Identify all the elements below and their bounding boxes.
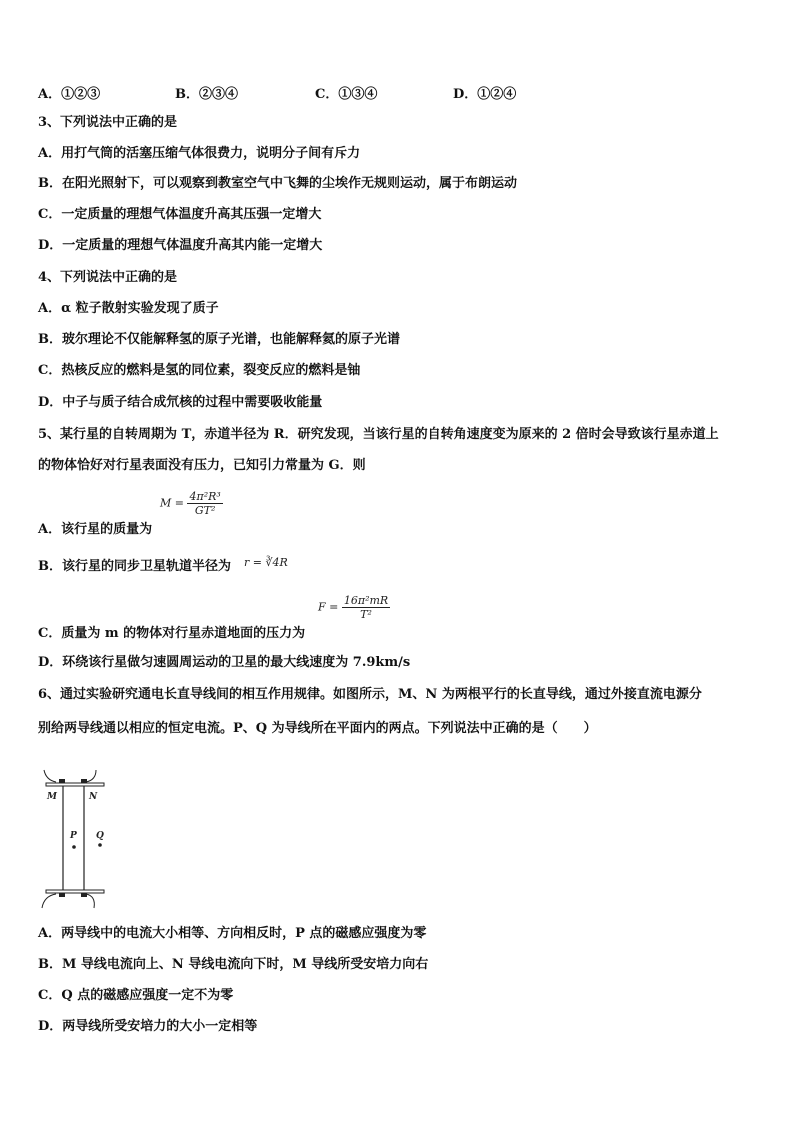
- top-support-bar: [46, 783, 104, 786]
- question-4-option-b[interactable]: B．玻尔理论不仅能解释氢的原子光谱，也能解释氦的原子光谱: [38, 332, 400, 347]
- bottom-support-bar: [46, 890, 104, 893]
- question-3-option-c[interactable]: C．一定质量的理想气体温度升高其压强一定增大: [38, 207, 322, 222]
- question-5-option-a[interactable]: A．该行星的质量为: [38, 522, 153, 537]
- question-6-option-a[interactable]: A．两导线中的电流大小相等、方向相反时，P 点的磁感应强度为零: [38, 926, 427, 941]
- question-5-option-d[interactable]: D．环绕该行星做匀速圆周运动的卫星的最大线速度为 7.9km/s: [38, 655, 411, 670]
- formula-planet-mass: [160, 490, 223, 517]
- top-terminal-n: [81, 779, 87, 783]
- option-d[interactable]: D．①②④: [453, 87, 517, 102]
- question-3-option-b[interactable]: B．在阳光照射下，可以观察到教室空气中飞舞的尘埃作无规则运动，属于布朗运动: [38, 176, 517, 191]
- question-4-option-c[interactable]: C．热核反应的燃料是氢的同位素，裂变反应的燃料是铀: [38, 363, 361, 378]
- question-6-option-b[interactable]: B．M 导线电流向上、N 导线电流向下时，M 导线所受安培力向右: [38, 957, 429, 972]
- point-q: [98, 843, 102, 847]
- option-c[interactable]: C．①③④: [315, 87, 378, 102]
- question-3-option-a[interactable]: A．用打气筒的活塞压缩气体很费力，说明分子间有斥力: [38, 146, 361, 161]
- point-p: [72, 845, 76, 849]
- formula-lhs: F =: [318, 600, 339, 614]
- question-6-option-c[interactable]: C．Q 点的磁感应强度一定不为零: [38, 988, 234, 1003]
- option-b[interactable]: B．②③④: [175, 87, 238, 102]
- bottom-terminal-n: [81, 893, 87, 897]
- question-4-option-a[interactable]: A．α 粒子散射实验发现了质子: [38, 301, 219, 316]
- question-5-stem-line-2: 的物体恰好对行星表面没有压力，已知引力常量为 G．则: [38, 458, 366, 473]
- formula-numerator: 16π²mR: [343, 594, 389, 607]
- formula-numerator: 4π²R³: [189, 490, 221, 503]
- label-m: M: [47, 792, 57, 802]
- label-q: Q: [96, 831, 104, 841]
- option-a[interactable]: A．①②③: [38, 87, 101, 102]
- question-4-stem: 4、下列说法中正确的是: [38, 270, 178, 285]
- question-6-option-d[interactable]: D．两导线所受安培力的大小一定相等: [38, 1019, 258, 1034]
- formula-denominator: T²: [360, 608, 372, 621]
- top-left-lead: [44, 770, 56, 782]
- question-3-stem: 3、下列说法中正确的是: [38, 115, 178, 130]
- formula-pressure-force: [318, 594, 390, 621]
- formula-lhs: M =: [160, 496, 184, 510]
- question-5-option-b[interactable]: B．该行星的同步卫星轨道半径为: [38, 559, 231, 574]
- question-4-option-d[interactable]: D．中子与质子结合成氘核的过程中需要吸收能量: [38, 395, 323, 410]
- bottom-terminal-m: [59, 893, 65, 897]
- formula-denominator: GT²: [194, 504, 216, 517]
- parallel-wires-figure: [38, 766, 118, 911]
- top-terminal-m: [59, 779, 65, 783]
- question-6-stem-line-1: 6、通过实验研究通电长直导线间的相互作用规律。如图所示，M、N 为两根平行的长直导线，通过外接直流电源分: [38, 687, 702, 702]
- top-right-lead: [86, 770, 96, 782]
- bottom-right-lead: [86, 894, 94, 908]
- question-3-option-d[interactable]: D．一定质量的理想气体温度升高其内能一定增大: [38, 238, 323, 253]
- label-p: P: [70, 831, 77, 841]
- question-5-stem-line-1: 5、某行星的自转周期为 T，赤道半径为 R．研究发现，当该行星的自转角速度变为原来的 2 倍时会导致该行星赤道上: [38, 427, 719, 442]
- question-5-option-c[interactable]: C．质量为 m 的物体对行星赤道地面的压力为: [38, 626, 306, 641]
- question-6-stem-line-2: 别给两导线通以相应的恒定电流。P、Q 为导线所在平面内的两点。下列说法中正确的是（ ）: [38, 721, 597, 736]
- bottom-left-lead: [42, 894, 56, 908]
- formula-sync-orbit-radius: r = ∛4R: [244, 556, 288, 569]
- label-n: N: [89, 792, 98, 802]
